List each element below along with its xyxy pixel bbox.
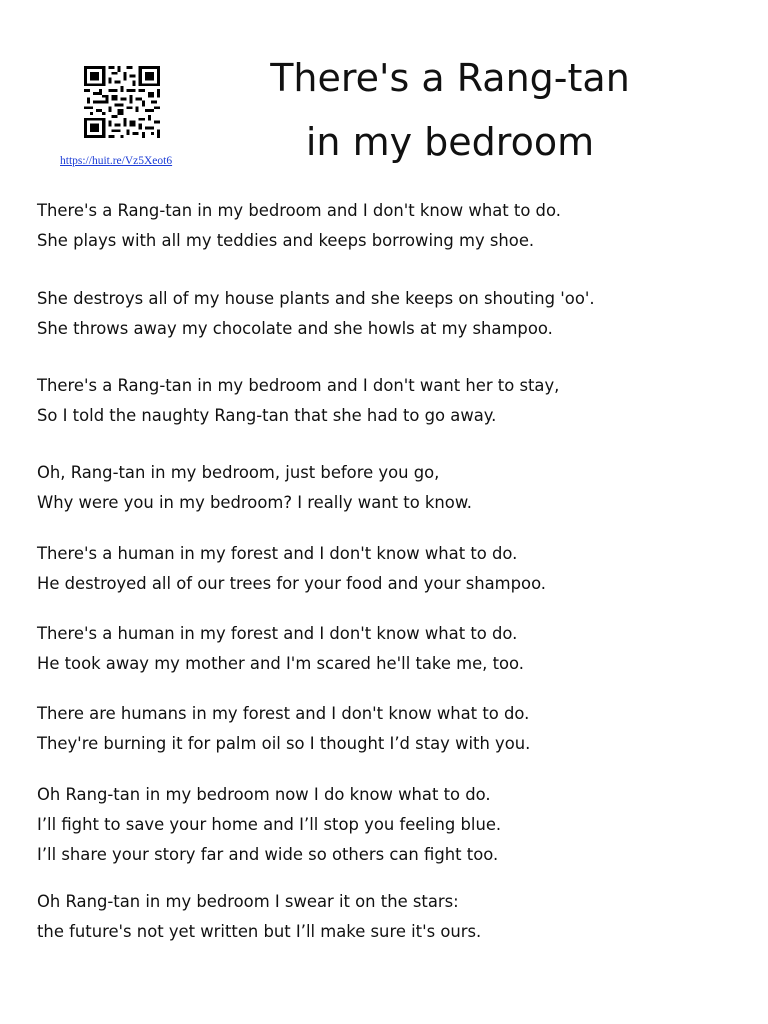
stanza-6 bbox=[37, 619, 524, 679]
poem-line: She plays with all my teddies and keeps borrowing my shoe. bbox=[37, 231, 535, 250]
poem-line: There's a human in my forest and I don't know what to do. bbox=[37, 624, 518, 643]
poem-line: the future's not yet written but I’ll make sure it's ours. bbox=[37, 922, 482, 941]
poem-line: They're burning it for palm oil so I thought I’d stay with you. bbox=[37, 734, 531, 753]
poem-line: He destroyed all of our trees for your food and your shampoo. bbox=[37, 574, 547, 593]
poem-line: I’ll fight to save your home and I’ll stop you feeling blue. bbox=[37, 815, 502, 834]
stanza-1 bbox=[37, 196, 561, 256]
poem-line: So I told the naughty Rang-tan that she had to go away. bbox=[37, 406, 497, 425]
poem-line: Oh Rang-tan in my bedroom now I do know what to do. bbox=[37, 785, 491, 804]
poem-line: Oh Rang-tan in my bedroom I swear it on the stars: bbox=[37, 892, 459, 911]
poem-line: There's a human in my forest and I don't know what to do. bbox=[37, 544, 518, 563]
poem-line: He took away my mother and I'm scared he'll take me, too. bbox=[37, 654, 525, 673]
qr-code-image[interactable] bbox=[84, 66, 160, 138]
stanza-9 bbox=[37, 887, 481, 947]
stanza-5 bbox=[37, 539, 546, 599]
poem-line: She destroys all of my house plants and she keeps on shouting 'oo'. bbox=[37, 289, 595, 308]
poem-line: There are humans in my forest and I don't know what to do. bbox=[37, 704, 530, 723]
poem-line: There's a Rang-tan in my bedroom and I don't want her to stay, bbox=[37, 376, 560, 395]
stanza-4 bbox=[37, 458, 472, 518]
stanza-8 bbox=[37, 780, 501, 870]
qr-link[interactable]: https://huit.re/Vz5Xeot6 bbox=[60, 155, 173, 167]
stanza-7 bbox=[37, 699, 530, 759]
title-line-1: There's a Rang-tan bbox=[270, 56, 630, 100]
poem-line: She throws away my chocolate and she howls at my shampoo. bbox=[37, 319, 553, 338]
stanza-3 bbox=[37, 371, 559, 431]
poem-line: Why were you in my bedroom? I really want to know. bbox=[37, 493, 472, 512]
stanza-2 bbox=[37, 284, 595, 344]
poem-line: I’ll share your story far and wide so others can fight too. bbox=[37, 845, 499, 864]
poem-line: There's a Rang-tan in my bedroom and I don't know what to do. bbox=[37, 201, 561, 220]
page-title bbox=[240, 46, 660, 174]
title-line-2: in my bedroom bbox=[305, 120, 595, 164]
poem-line: Oh, Rang-tan in my bedroom, just before you go, bbox=[37, 463, 440, 482]
